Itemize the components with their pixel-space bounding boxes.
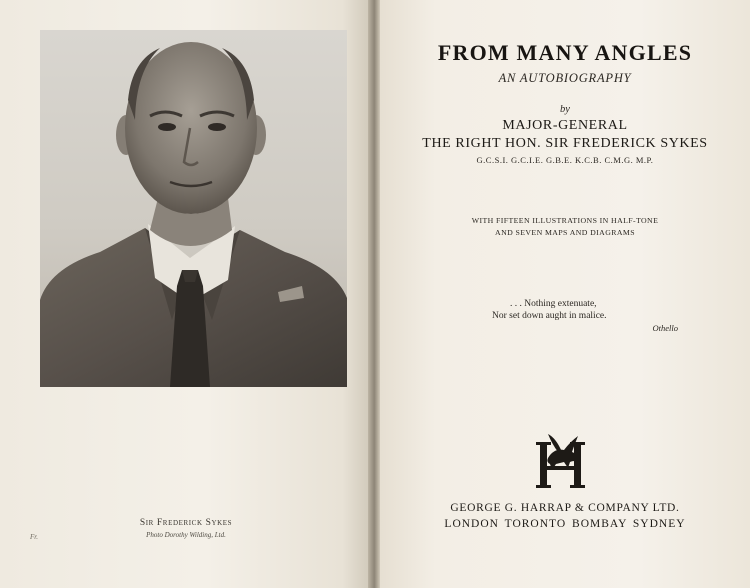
epigraph-line1: . . . Nothing extenuate,	[510, 299, 597, 309]
left-page	[0, 0, 372, 588]
harrap-pegasus-logo-icon	[534, 432, 590, 490]
epigraph	[492, 298, 692, 334]
illustrations-note-line2: AND SEVEN MAPS AND DIAGRAMS	[495, 228, 635, 237]
author-rank: MAJOR-GENERAL	[502, 118, 628, 133]
publisher-name: GEORGE G. HARRAP & COMPANY LTD.	[450, 502, 680, 514]
frontispiece-folio: Fr.	[30, 533, 38, 541]
portrait-photo	[40, 30, 347, 387]
portrait-illustration	[40, 30, 347, 387]
author-honours: G.C.S.I. G.C.I.E. G.B.E. K.C.B. C.M.G. M.P.	[476, 155, 654, 165]
by-line: by	[560, 104, 570, 115]
photo-caption	[0, 518, 372, 539]
caption-credit: Photo Dorothy Wilding, Ltd.	[146, 531, 226, 539]
author-name: THE RIGHT HON. SIR FREDERICK SYKES	[422, 136, 708, 151]
epigraph-source: Othello	[652, 323, 678, 333]
epigraph-line2: Nor set down aught in malice.	[492, 311, 607, 321]
book-subtitle: AN AUTOBIOGRAPHY	[498, 71, 632, 85]
book-title: FROM MANY ANGLES	[437, 40, 693, 65]
right-page	[380, 0, 750, 588]
illustrations-note-line1: WITH FIFTEEN ILLUSTRATIONS IN HALF-TONE	[471, 216, 659, 225]
caption-name: Sir Frederick Sykes	[139, 518, 233, 528]
publisher-cities: LONDON TORONTO BOMBAY SYDNEY	[444, 518, 686, 530]
